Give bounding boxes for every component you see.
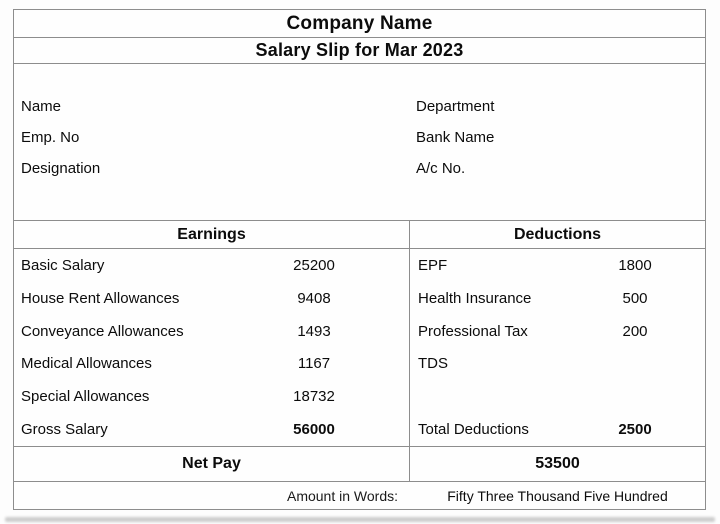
table-row: [410, 282, 705, 315]
table-row: [410, 315, 705, 348]
table-row: [14, 249, 409, 282]
row-value: 1493: [297, 322, 331, 340]
field-label-ac-no: A/c No.: [416, 160, 466, 177]
row-label: House Rent Allowances: [21, 289, 180, 307]
row-label: Gross Salary: [21, 421, 108, 439]
row-label: Medical Allowances: [21, 355, 152, 373]
employee-info-left-column: [21, 91, 100, 184]
row-value: 56000: [293, 421, 335, 439]
table-header-row: [14, 221, 705, 249]
net-pay-value: 53500: [535, 455, 580, 472]
total-deductions-row: [410, 413, 705, 446]
row-label: Health Insurance: [418, 289, 532, 307]
row-label: Conveyance Allowances: [21, 322, 184, 340]
employee-info-right-column: [416, 91, 494, 184]
earnings-column: [14, 249, 410, 446]
table-row: [410, 249, 705, 282]
field-label-name: Name: [21, 98, 62, 115]
amount-in-words-label: Amount in Words:: [286, 487, 398, 504]
gross-salary-row: [14, 413, 409, 446]
table-row: [14, 315, 409, 348]
row-value: 500: [622, 289, 648, 307]
employee-info-section: [14, 64, 705, 221]
row-value: 1167: [297, 355, 331, 373]
row-label: Basic Salary: [21, 256, 105, 274]
table-row: [14, 347, 409, 380]
amount-in-words-row: [14, 482, 705, 509]
row-label: Special Allowances: [21, 388, 150, 406]
row-value: 1800: [618, 256, 652, 274]
row-value: 18732: [293, 388, 335, 406]
row-value: 200: [622, 322, 648, 340]
page-bottom-shadow: [5, 517, 715, 522]
deductions-column: [410, 249, 705, 446]
table-row: [410, 380, 705, 413]
deductions-header: Deductions: [513, 225, 602, 243]
table-row: [410, 347, 705, 380]
row-label: Total Deductions: [418, 421, 529, 439]
salary-table-body: [14, 249, 705, 447]
row-value: 2500: [618, 421, 652, 439]
table-row: [14, 282, 409, 315]
row-label: EPF: [418, 256, 448, 274]
row-value: 25200: [293, 256, 335, 274]
amount-in-words-value: Fifty Three Thousand Five Hundred: [447, 487, 668, 504]
slip-title: Salary Slip for Mar 2023: [14, 38, 705, 64]
salary-slip-page: [13, 9, 706, 510]
row-label: TDS: [418, 355, 448, 373]
table-row: [14, 380, 409, 413]
row-value: 9408: [297, 289, 331, 307]
company-name-title: Company Name: [14, 10, 705, 38]
field-label-designation: Designation: [21, 160, 101, 177]
field-label-emp-no: Emp. No: [21, 129, 80, 146]
net-pay-row: [14, 447, 705, 482]
earnings-header: Earnings: [14, 221, 410, 248]
row-label: Professional Tax: [418, 322, 528, 340]
field-label-department: Department: [416, 98, 495, 115]
field-label-bank-name: Bank Name: [416, 129, 495, 146]
net-pay-label: Net Pay: [14, 447, 410, 481]
